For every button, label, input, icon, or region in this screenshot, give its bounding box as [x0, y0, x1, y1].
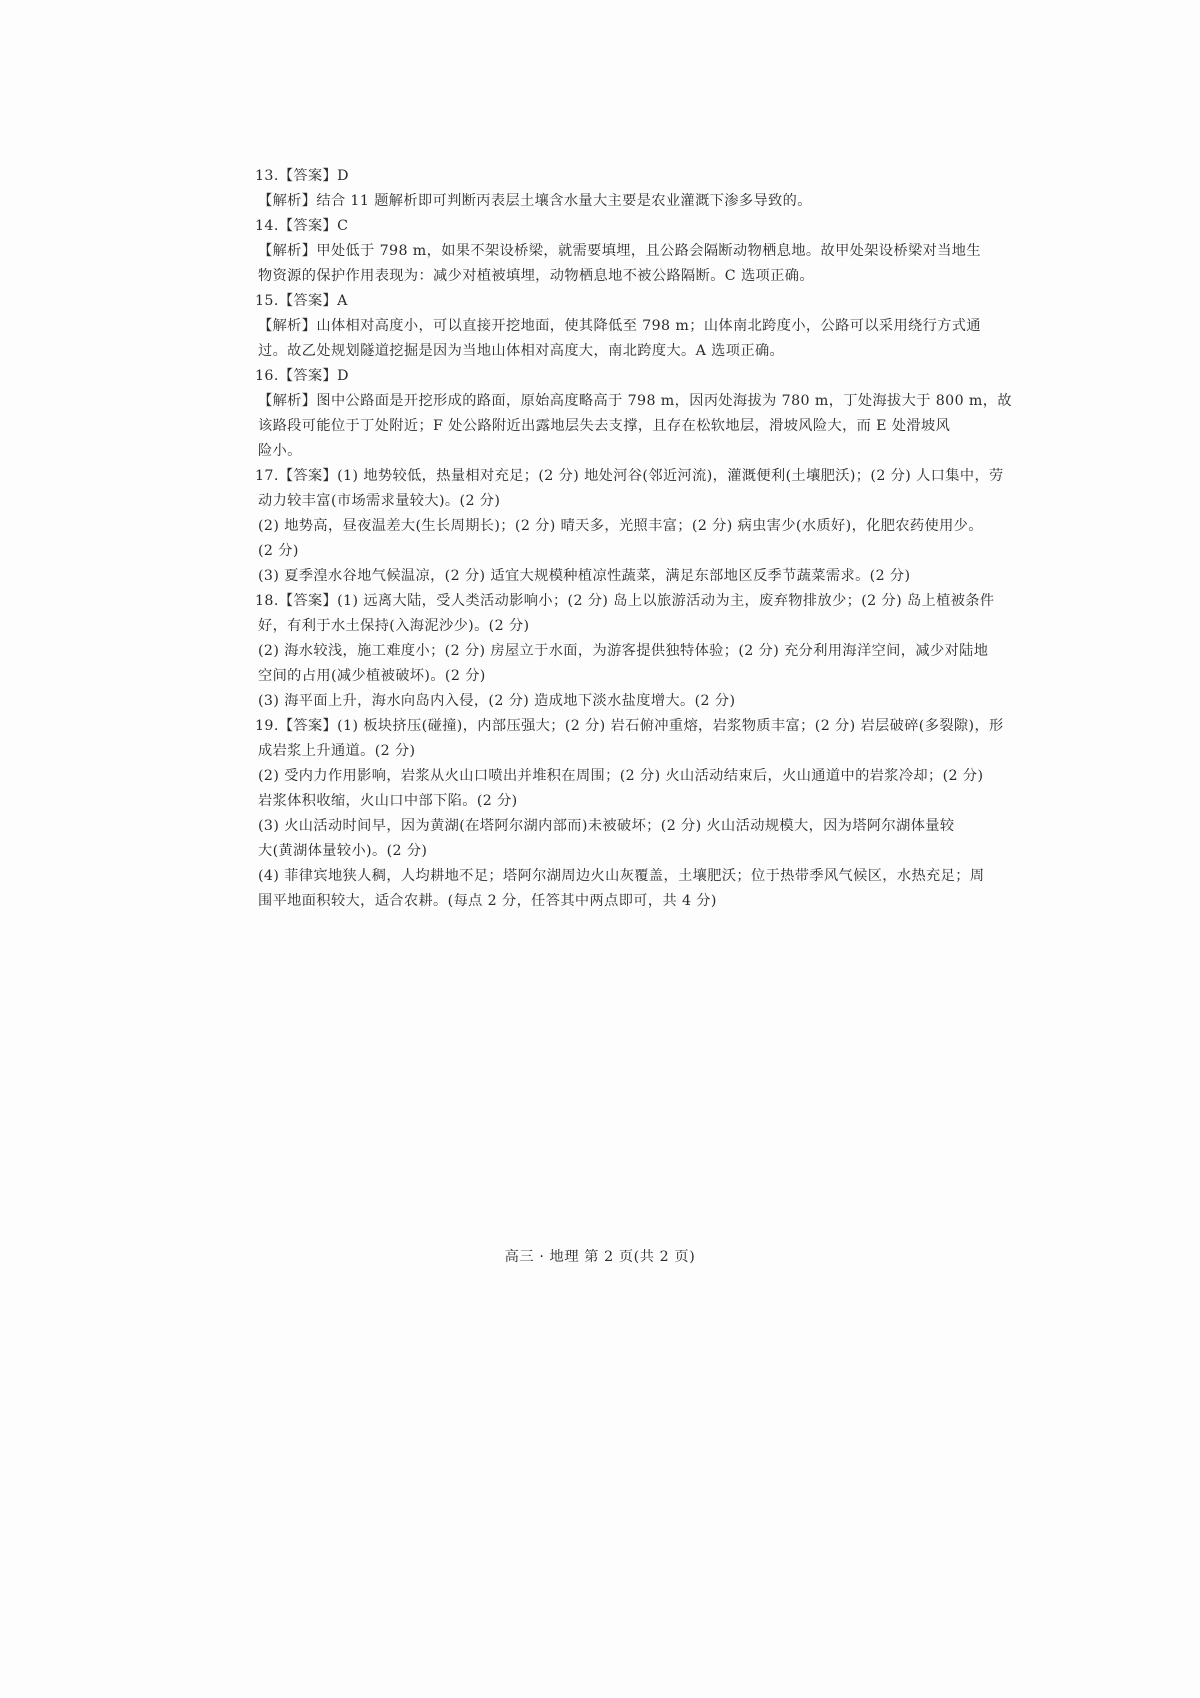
- answer-text-line: (3) 夏季湟水谷地气候温凉，(2 分) 适宜大规模种植凉性蔬菜，满足东部地区反季节蔬菜需求。(2 分): [258, 568, 911, 584]
- answer-text-line: 物资源的保护作用表现为：减少对植被填埋，动物栖息地不被公路隔断。C 选项正确。: [258, 268, 814, 284]
- answer-item: [255, 364, 1012, 464]
- answer-item: [255, 214, 981, 289]
- answer-content: [255, 164, 1012, 914]
- answer-text-line: 空间的占用(减少植被破坏)。(2 分): [258, 668, 486, 684]
- answer-text-line: (2) 地势高，昼夜温差大(生长周期长)；(2 分) 晴天多，光照丰富；(2 分) 病虫害少(水质好)，化肥农药使用少。: [258, 518, 983, 534]
- page-footer: 高三 · 地理 第 2 页(共 2 页): [504, 1249, 696, 1265]
- answer-heading-line: 16.【答案】D: [255, 368, 349, 384]
- answer-text-line: 险小。: [258, 443, 302, 459]
- answer-text-line: 【解析】山体相对高度小，可以直接开挖地面，使其降低至 798 m；山体南北跨度小，公路可以采用绕行方式通: [258, 318, 981, 334]
- answer-text-line: 成岩浆上升通道。(2 分): [258, 743, 416, 759]
- answer-heading-line: 18.【答案】(1) 远离大陆，受人类活动影响小；(2 分) 岛上以旅游活动为主，废弃物排放少；(2 分) 岛上植被条件: [255, 593, 995, 609]
- answer-heading-line: 19.【答案】(1) 板块挤压(碰撞)，内部压强大；(2 分) 岩石俯冲重熔，岩浆物质丰富；(2 分) 岩层破碎(多裂隙)，形: [255, 718, 1004, 734]
- answer-text-line: 围平地面积较大，适合农耕。(每点 2 分，任答其中两点即可，共 4 分): [258, 893, 717, 909]
- answer-text-line: (2) 受内力作用影响，岩浆从火山口喷出并堆积在周围；(2 分) 火山活动结束后，火山通道中的岩浆冷却；(2 分): [258, 768, 984, 784]
- answer-item: [255, 714, 1004, 914]
- answer-heading-line: 13.【答案】D: [255, 168, 349, 184]
- answer-item: [255, 164, 955, 214]
- answer-heading-line: 15.【答案】A: [255, 293, 348, 309]
- answer-item: [255, 589, 995, 714]
- answer-item: [255, 464, 1004, 589]
- answer-text-line: 好，有利于水土保持(入海泥沙少)。(2 分): [258, 618, 530, 634]
- answer-text-line: 大(黄湖体量较小)。(2 分): [258, 843, 428, 859]
- answer-text-line: 动力较丰富(市场需求量较大)。(2 分): [258, 493, 501, 509]
- answer-text-line: 该路段可能位于丁处附近；F 处公路附近出露地层失去支撑，且存在松软地层，滑坡风险大，而 E 处滑坡风: [258, 418, 951, 434]
- answer-text-line: (3) 海平面上升，海水向岛内入侵，(2 分) 造成地下淡水盐度增大。(2 分): [258, 693, 736, 709]
- answer-text-line: (2 分): [258, 543, 299, 559]
- answer-text-line: 【解析】图中公路面是开挖形成的路面，原始高度略高于 798 m，因丙处海拔为 780 m，丁处海拔大于 800 m，故: [258, 393, 1012, 409]
- answer-text-line: (2) 海水较浅，施工难度小；(2 分) 房屋立于水面，为游客提供独特体验；(2 分) 充分利用海洋空间，减少对陆地: [258, 643, 989, 659]
- answer-text-line: 【解析】甲处低于 798 m，如果不架设桥梁，就需要填埋，且公路会隔断动物栖息地。故甲处架设桥梁对当地生: [258, 243, 981, 259]
- answer-heading-line: 14.【答案】C: [255, 218, 349, 234]
- answer-text-line: 【解析】结合 11 题解析即可判断丙表层土壤含水量大主要是农业灌溉下渗多导致的。: [258, 193, 812, 209]
- answer-heading-line: 17.【答案】(1) 地势较低，热量相对充足；(2 分) 地处河谷(邻近河流)，灌溉便利(土壤肥沃)；(2 分) 人口集中，劳: [255, 468, 1004, 484]
- answer-text-line: (3) 火山活动时间早，因为黄湖(在塔阿尔湖内部而)未被破坏；(2 分) 火山活动规模大，因为塔阿尔湖体量较: [258, 818, 955, 834]
- answer-text-line: (4) 菲律宾地狭人稠，人均耕地不足；塔阿尔湖周边火山灰覆盖，土壤肥沃；位于热带季风气候区，水热充足；周: [258, 868, 985, 884]
- answer-item: [255, 289, 981, 364]
- answer-text-line: 岩浆体积收缩，火山口中部下陷。(2 分): [258, 793, 518, 809]
- answer-text-line: 过。故乙处规划隧道挖掘是因为当地山体相对高度大，南北跨度大。A 选项正确。: [258, 343, 785, 359]
